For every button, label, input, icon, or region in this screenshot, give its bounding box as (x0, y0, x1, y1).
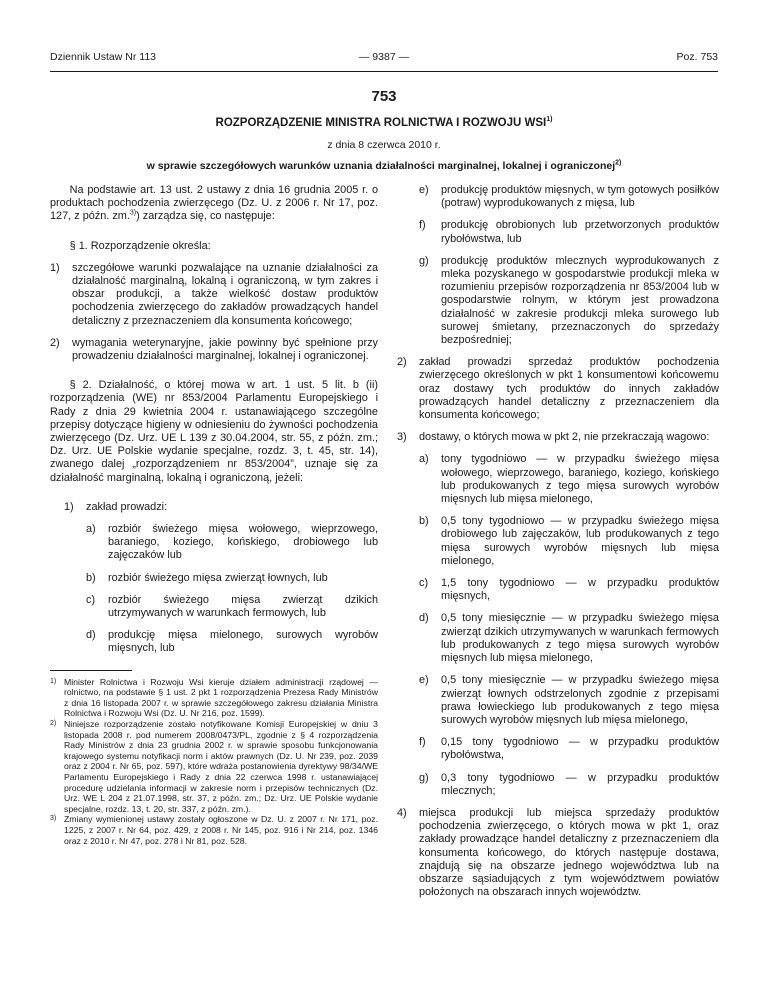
list-item-text: produkcję produktów mlecznych wyprodukowanych z mleka pozyskanego w gospodarstwie produkcji mleka w rozumieniu przepisów rozporządzenia nr 853/2004 lub w gospodarstwie rolnym, w którym jest prowadzona działalność w zakresie produkcji mleka surowego lub surowej śmietany, przeznaczonych do sprzedaży bezpośredniej; (441, 254, 719, 347)
footnote-divider (50, 670, 132, 671)
act-title-text: ROZPORZĄDZENIE MINISTRA ROLNICTWA I ROZWOJU WSI (215, 117, 547, 129)
footnote (50, 814, 378, 846)
list-item-label: f) (419, 736, 426, 749)
footnote-label: 2) (50, 720, 57, 728)
right-column (397, 184, 719, 899)
footnote-ref-2: 2) (615, 159, 622, 167)
list-item-text: produkcję mięsa mielonego, surowych wyrobów mięsnych, lub (108, 629, 378, 655)
list-item-text: szczegółowe warunki pozwalające na uznanie działalności za działalność marginalną, lokalną i ograniczoną, w tym zakres i obszar produkcji, a także wielkość dostaw produktów pochodzenia zwierzęcego do zakładów prowadzących handel detaliczny z przeznaczeniem dla konsumenta końcowego; (72, 261, 378, 327)
list-item-text: miejsca produkcji lub miejsca sprzedaży produktów pochodzenia zwierzęcego, o których mowa w pkt 1, oraz zakłady prowadzące handel detaliczny z przeznaczeniem dla konsumenta końcowego, do których następuje dostawa, znajdują się na obszarze jednego województwa lub na obszarze sąsiadujących z tym województwem powiatów położonych na obszarach innych województw. (419, 806, 719, 899)
list-item (50, 262, 378, 328)
list-item-text: rozbiór świeżego mięsa wołowego, wieprzowego, baraniego, koziego, końskiego, drobiowego lub zajęczaków lub (108, 523, 378, 562)
header-divider (50, 71, 718, 72)
list-item-label: d) (86, 629, 96, 642)
list-item (419, 184, 719, 210)
list-item-text: zakład prowadzi sprzedaż produktów pochodzenia zwierzęcego określonych w pkt 1 konsumentowi końcowemu oraz dostawy tych produktów do innych zakładów prowadzących handel detaliczny z przeznaczeniem dla konsumenta końcowego; (419, 356, 719, 422)
act-number: 753 (371, 88, 397, 105)
position-number: Poz. 753 (676, 51, 718, 63)
list-item-label: 1) (50, 261, 60, 274)
list-item-label: 4) (397, 806, 407, 819)
act-title (0, 117, 768, 129)
footnote-text: Minister Rolnictwa i Rozwoju Wsi kieruje działem administracji rządowej — rolnictwo, na podstawie § 1 ust. 2 pkt 1 rozporządzenia Prezesa Rady Ministrów z dnia 16 listopada 2007 r. w sprawie szczegółowego zakresu działania Ministra Rolnictwa i Rozwoju Wsi (Dz. U. Nr 216, poz. 1599). (64, 676, 378, 719)
list-item (86, 594, 378, 620)
list-item-text: 0,3 tony tygodniowo — w przypadku produktów mlecznych; (441, 771, 719, 797)
footnote-label: 1) (50, 677, 57, 685)
list-item (397, 356, 719, 422)
list-item (50, 337, 378, 363)
list-item (419, 612, 719, 665)
list-item-label: c) (419, 577, 429, 590)
list-item-text: zakład prowadzi: (86, 500, 168, 513)
footnote-ref-3: 3) (129, 209, 137, 217)
list-item (419, 453, 719, 506)
list-item (419, 515, 719, 568)
list-item-text: 0,5 tony miesięcznie — w przypadku świeżego mięsa zwierząt łownych odstrzelonych zgodnie z przepisami prawa łowieckiego lub produkowanych z tego mięsa surowych wyrobów mięsnych lub mięsa mielonego, (441, 674, 719, 726)
list-item-label: e) (419, 184, 429, 196)
list-item-text: wymagania weterynaryjne, jakie powinny być spełnione przy prowadzeniu działalności marginalnej, lokalnej i ograniczonej. (72, 336, 378, 363)
footnote-text: Zmiany wymienionej ustawy zostały ogłoszone w Dz. U. z 2007 r. Nr 171, poz. 1225, z 2007 r. Nr 64, poz. 429, z 2008 r. Nr 145, poz. 916 i Nr 214, poz. 1346 oraz z 2010 r. Nr 47, poz. 278 i Nr 81, poz. 528. (64, 814, 378, 846)
list-item (86, 572, 378, 585)
intro-text: Na podstawie art. 13 ust. 2 ustawy z dnia 16 grudnia 2005 r. o produktach pochodzenia zwierzęcego (Dz. U. z 2006 r. Nr 17, poz. 127, z późn. zm. (50, 184, 378, 223)
act-subject-text: w sprawie szczegółowych warunków uznania działalności marginalnej, lokalnej i ograniczonej (146, 160, 616, 172)
list-item-text: 0,15 tony tygodniowo — w przypadku produktów rybołówstwa, (441, 736, 719, 762)
list-item-label: g) (419, 254, 429, 267)
list-item (419, 219, 719, 245)
list-item-label: e) (419, 674, 429, 687)
journal-name: Dziennik Ustaw Nr 113 (50, 51, 157, 63)
list-item-text: dostawy, o których mowa w pkt 2, nie przekraczają wagowo: (419, 431, 710, 444)
list-item-text: 0,5 tony tygodniowo — w przypadku świeżego mięsa drobiowego lub zajęczaków, lub produkowanych z tego mięsa surowych wyrobów mięsnych lub mięsa mielonego, (441, 515, 719, 567)
list-item-text: produkcję obrobionych lub przetworzonych produktów rybołówstwa, lub (441, 219, 719, 245)
list-item (86, 629, 378, 655)
list-item-label: 1) (64, 500, 74, 513)
list-item-text: rozbiór świeżego mięsa zwierząt dzikich utrzymywanych w warunkach fermowych, lub (108, 593, 378, 620)
list-item (419, 255, 719, 347)
list-item-label: g) (419, 771, 429, 784)
act-date: z dnia 8 czerwca 2010 r. (327, 139, 441, 151)
list-item-label: 2) (50, 336, 60, 349)
list-item-text: 0,5 tony miesięcznie — w przypadku świeżego mięsa zwierząt dzikich utrzymywanych w warunkach fermowych lub produkowanych z tego mięsa surowych wyrobów mięsnych lub mięsa mielonego, (441, 612, 719, 665)
intro-text-end: ) zarządza się, co następuje: (136, 210, 275, 223)
footnote-ref-1: 1) (546, 116, 553, 124)
footnote-text: Niniejsze rozporządzenie zostało notyfikowane Komisji Europejskiej w dniu 3 listopada 2008 r. pod numerem 2008/0473/PL, zgodnie z § 4 rozporządzenia Rady Ministrów z dnia 23 grudnia 2002 r. w sprawie sposobu funkcjonowania krajowego systemu notyfikacji norm i aktów prawnych (Dz. U. Nr 239, poz. 2039 oraz z 2004 r. Nr 65, poz. 597), które wdraża postanowienia dyrektywy 98/34/WE Parlamentu Europejskiego i Rady z dnia 22 czerwca 1998 r. ustanawiającej procedurę udzielania informacji w zakresie norm i przepisów technicznych (Dz. Urz. WE L 204 z 21.07.1998, str. 37, z późn. zm.; Dz. Urz. UE Polskie wydanie specjalne, rozdz. 13, t. 20, str. 337, z późn. zm.). (64, 719, 378, 814)
list-item-label: d) (419, 612, 429, 625)
list-item-label: a) (419, 453, 429, 466)
list-item-label: c) (86, 593, 96, 606)
list-item (397, 807, 719, 899)
list-item-text: tony tygodniowo — w przypadku świeżego mięsa wołowego, wieprzowego, baraniego, koziego, końskiego lub produkowanych z tego mięsa surowych wyrobów mięsnych lub mięsa mielonego, (441, 453, 719, 506)
list-item (419, 674, 719, 727)
list-item-text: produkcję produktów mięsnych, w tym gotowych posiłków (potraw) wyprodukowanych z mięsa, lub (441, 184, 719, 210)
intro-paragraph (50, 184, 378, 224)
list-item-text: rozbiór świeżego mięsa zwierząt łownych, lub (108, 571, 328, 584)
list-item-label: f) (419, 219, 426, 232)
list-item (397, 431, 719, 444)
list-item-label: 2) (397, 356, 407, 369)
list-item-label: a) (86, 523, 96, 536)
footnote-label: 3) (50, 815, 57, 823)
left-column (50, 184, 378, 846)
footnote (50, 719, 378, 814)
list-item-label: b) (86, 571, 96, 584)
section-2-paragraph: § 2. Działalność, o której mowa w art. 1 ust. 5 lit. b (ii) rozporządzenia (WE) nr 853/2004 Parlamentu Europejskiego i Rady z dnia 29 kwietnia 2004 r. ustanawiającego szczególne przepisy dotyczące higieny w odniesieniu do żywności pochodzenia zwierzęcego (Dz. Urz. UE L 139 z 30.04.2004, str. 55, z późn. zm.; Dz. Urz. UE Polskie wydanie specjalne, rozdz. 3, t. 45, str. 14), zwanego dalej „rozporządzeniem nr 853/2004”, uznaje się za działalność marginalną, lokalną i ograniczoną, jeżeli: (50, 379, 378, 484)
footnote (50, 677, 378, 719)
page-number: — 9387 — (358, 51, 410, 63)
list-item (419, 736, 719, 762)
list-item-label: 3) (397, 431, 407, 444)
list-item (419, 772, 719, 798)
list-item (64, 501, 378, 514)
list-item-label: b) (419, 515, 429, 528)
act-subject (0, 160, 768, 172)
section-1-heading: § 1. Rozporządzenie określa: (69, 239, 211, 252)
list-item (419, 577, 719, 603)
list-item (86, 523, 378, 563)
list-item-text: 1,5 tony tygodniowo — w przypadku produktów mięsnych, (441, 577, 719, 603)
running-header (50, 51, 718, 67)
